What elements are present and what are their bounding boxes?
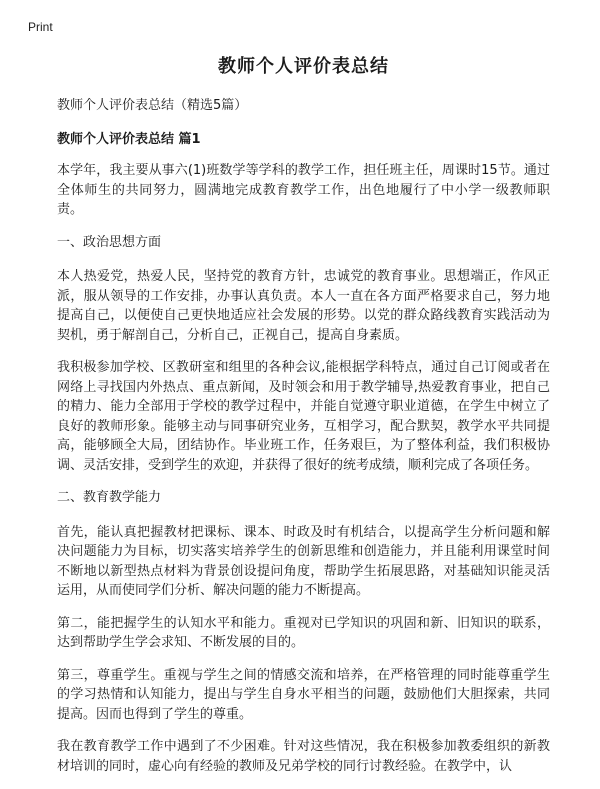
paragraph-second: 第二，能把握学生的认知水平和能力。重视对已学知识的巩固和新、旧知识的联系，达到帮助学生学会求知、不断发展的目的。 <box>57 615 550 650</box>
document-title: 教师个人评价表总结 <box>218 56 389 77</box>
paragraph-first: 首先，能认真把握教材把课标、课本、时政及时有机结合，以提高学生分析问题和解决问题能力为目标，切实落实培养学生的创新思维和创造能力，并且能利用课堂时间不断地以新型热点材料为背景创设提问角度，帮助学生拓展思路，对基础知识能灵活运用，从而使同学们分析、解决问题的能力不断提高。 <box>57 524 550 598</box>
paragraph-difficulties: 我在教育教学工作中遇到了不少困难。针对这些情况，我在积极参加教委组织的新教材培训的同时，虚心向有经验的教师及兄弟学校的同行讨教经验。在教学中，认 <box>57 739 550 774</box>
heading-political: 一、政治思想方面 <box>57 234 162 250</box>
paragraph-meetings: 我积极参加学校、区教研室和组里的各种会议,能根据学科特点，通过自己订阅或者在网络上寻找国内外热点、重点新闻，及时领会和用于教学辅导,热爱教育事业，把自己的精力、能力全部用于学校的教学过程中，并能自觉遵守职业道德，在学生中树立了良好的教师形象。能够主动与同事研究业务，互相学习，配合默契，教学水平共同提高，能够顾全大局，团结协作。毕业班工作，任务艰巨，为了整体利益，我们积极协调、灵活安排，受到学生的欢迎，并获得了很好的统考成绩，顺利完成了各项任务。 <box>57 360 550 473</box>
document-subtitle: 教师个人评价表总结（精选5篇） <box>57 98 248 113</box>
paragraph-intro: 本学年，我主要从事六(1)班数学等学科的教学工作，担任班主任，周课时15节。通过全体师生的共同努力，圆满地完成教育教学工作，出色地履行了中小学一级教师职责。 <box>57 163 550 217</box>
section-heading: 教师个人评价表总结 篇1 <box>57 132 201 147</box>
paragraph-political: 本人热爱党，热爱人民，坚持党的教育方针，忠诚党的教育事业。思想端正，作风正派，服从领导的工作安排，办事认真负责。本人一直在各方面严格要求自己，努力地提高自己，以便使自己更快地适应社会发展的形势。以党的群众路线教育实践活动为契机，勇于解剖自己，分析自己，正视自己，提高自身素质。 <box>57 269 550 343</box>
heading-teaching-ability: 二、教育教学能力 <box>57 490 162 505</box>
document-page <box>57 52 550 789</box>
print-link[interactable]: Print <box>28 20 53 34</box>
paragraph-third: 第三，尊重学生。重视与学生之间的情感交流和培养，在严格管理的同时能尊重学生的学习热情和认知能力，提出与学生自身水平相当的问题，鼓励他们大胆探索，共同提高。因而也得到了学生的尊重。 <box>57 667 550 722</box>
